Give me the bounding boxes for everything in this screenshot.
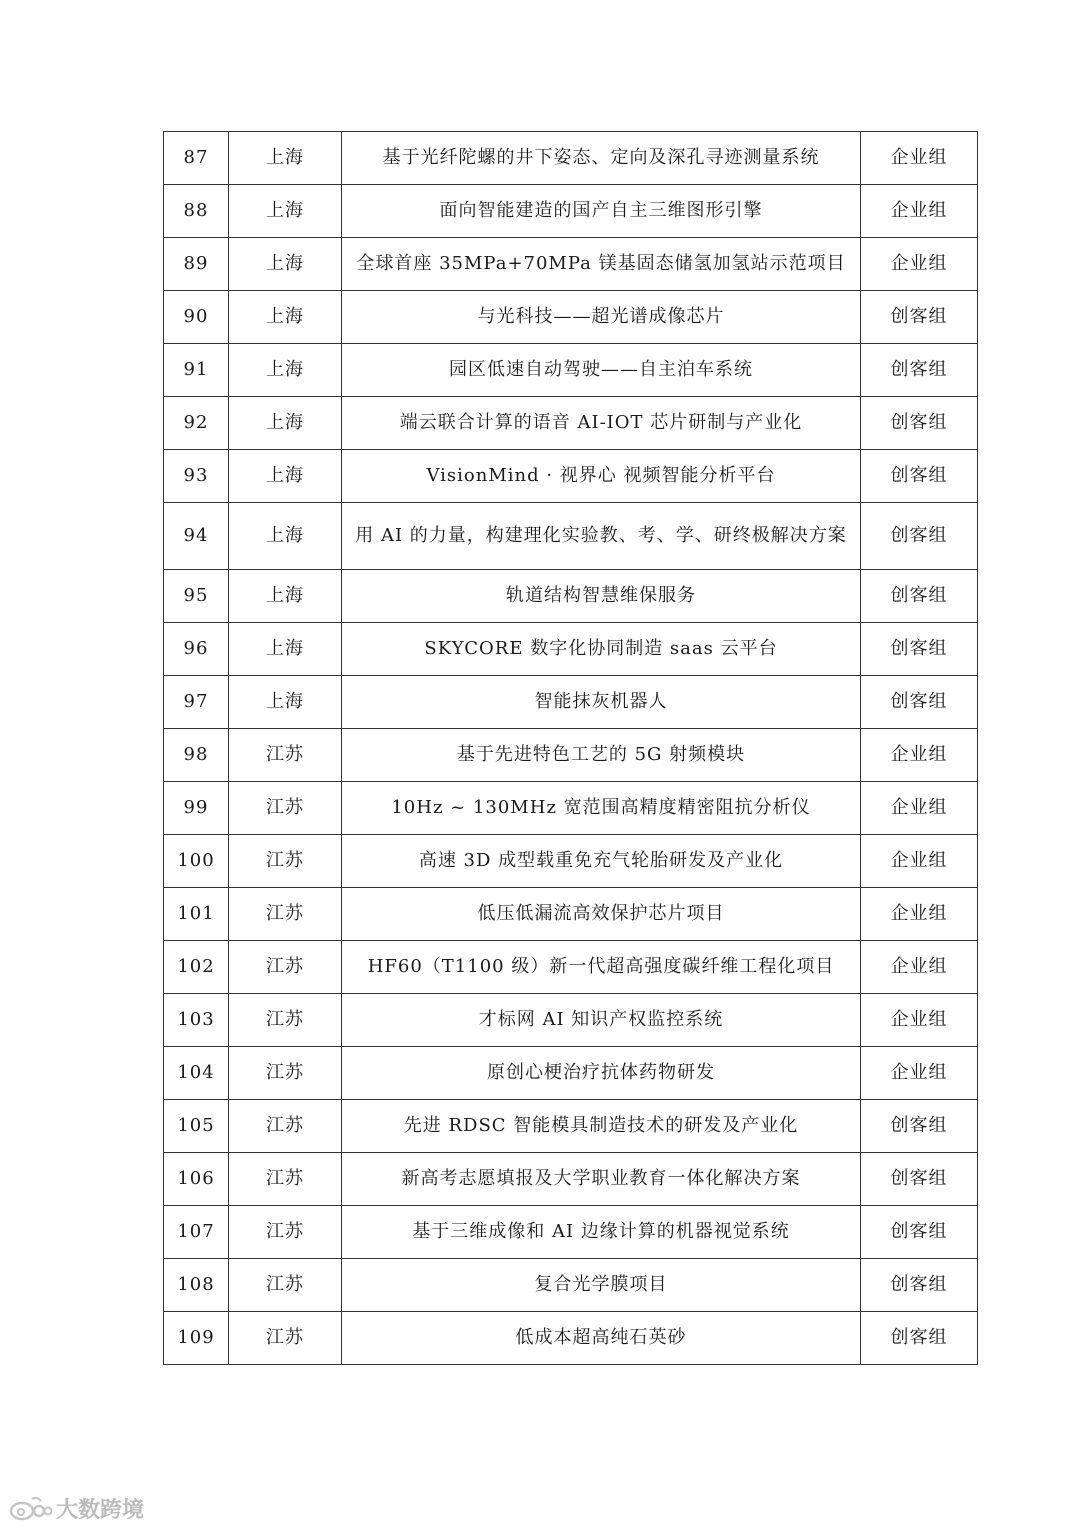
table-row (164, 676, 978, 729)
table-row (164, 570, 978, 623)
row-number: 93 (164, 450, 229, 503)
row-number: 91 (164, 344, 229, 397)
row-project-name: 10Hz ~ 130MHz 宽范围高精度精密阻抗分析仪 (342, 782, 861, 835)
table-row (164, 1100, 978, 1153)
row-group: 创客组 (861, 344, 978, 397)
row-group: 创客组 (861, 1259, 978, 1312)
table-row (164, 1206, 978, 1259)
row-region: 江苏 (229, 729, 342, 782)
row-region: 江苏 (229, 1153, 342, 1206)
row-region: 江苏 (229, 994, 342, 1047)
row-project-name: 低成本超高纯石英砂 (342, 1312, 861, 1365)
table-row (164, 397, 978, 450)
row-number: 108 (164, 1259, 229, 1312)
row-project-name: VisionMind · 视界心 视频智能分析平台 (342, 450, 861, 503)
table-row (164, 782, 978, 835)
row-group: 创客组 (861, 1100, 978, 1153)
row-number: 96 (164, 623, 229, 676)
row-project-name: 先进 RDSC 智能模具制造技术的研发及产业化 (342, 1100, 861, 1153)
row-number: 106 (164, 1153, 229, 1206)
row-group: 企业组 (861, 941, 978, 994)
row-group: 企业组 (861, 888, 978, 941)
watermark-text: 大数跨境 (56, 1497, 145, 1523)
table-row (164, 1153, 978, 1206)
row-region: 上海 (229, 397, 342, 450)
row-number: 87 (164, 132, 229, 185)
row-group: 企业组 (861, 132, 978, 185)
table-row (164, 238, 978, 291)
row-number: 105 (164, 1100, 229, 1153)
row-project-name: 全球首座 35MPa+70MPa 镁基固态储氢加氢站示范项目 (342, 238, 861, 291)
row-project-name: 面向智能建造的国产自主三维图形引擎 (342, 185, 861, 238)
row-project-name: 与光科技——超光谱成像芯片 (342, 291, 861, 344)
row-region: 上海 (229, 238, 342, 291)
row-group: 企业组 (861, 185, 978, 238)
row-project-name: 原创心梗治疗抗体药物研发 (342, 1047, 861, 1100)
row-number: 90 (164, 291, 229, 344)
row-region: 江苏 (229, 1206, 342, 1259)
row-region: 上海 (229, 623, 342, 676)
row-project-name: 高速 3D 成型载重免充气轮胎研发及产业化 (342, 835, 861, 888)
row-group: 企业组 (861, 1047, 978, 1100)
row-group: 创客组 (861, 623, 978, 676)
row-number: 102 (164, 941, 229, 994)
row-project-name: 复合光学膜项目 (342, 1259, 861, 1312)
row-number: 99 (164, 782, 229, 835)
row-group: 创客组 (861, 503, 978, 570)
row-group: 创客组 (861, 291, 978, 344)
row-group: 企业组 (861, 835, 978, 888)
row-group: 企业组 (861, 782, 978, 835)
table-row (164, 729, 978, 782)
row-number: 107 (164, 1206, 229, 1259)
table-row (164, 185, 978, 238)
weibo-logo-icon (8, 1493, 52, 1523)
row-number: 109 (164, 1312, 229, 1365)
row-group: 创客组 (861, 1206, 978, 1259)
table-row (164, 1312, 978, 1365)
row-number: 98 (164, 729, 229, 782)
row-group: 创客组 (861, 676, 978, 729)
row-number: 95 (164, 570, 229, 623)
row-group: 创客组 (861, 450, 978, 503)
row-group: 企业组 (861, 238, 978, 291)
table-row (164, 994, 978, 1047)
row-group: 创客组 (861, 1312, 978, 1365)
row-group: 创客组 (861, 570, 978, 623)
watermark (8, 1490, 144, 1526)
row-number: 88 (164, 185, 229, 238)
row-project-name: 轨道结构智慧维保服务 (342, 570, 861, 623)
row-region: 江苏 (229, 888, 342, 941)
row-project-name: 园区低速自动驾驶——自主泊车系统 (342, 344, 861, 397)
row-region: 江苏 (229, 1312, 342, 1365)
table-row (164, 835, 978, 888)
row-project-name: 低压低漏流高效保护芯片项目 (342, 888, 861, 941)
row-region: 江苏 (229, 835, 342, 888)
table-body (164, 132, 978, 1365)
table-row (164, 503, 978, 570)
row-project-name: 智能抹灰机器人 (342, 676, 861, 729)
row-region: 上海 (229, 570, 342, 623)
row-region: 上海 (229, 503, 342, 570)
project-list-table (163, 131, 978, 1365)
table-row (164, 291, 978, 344)
row-region: 上海 (229, 676, 342, 729)
row-number: 101 (164, 888, 229, 941)
table-row (164, 888, 978, 941)
table-row (164, 344, 978, 397)
row-group: 企业组 (861, 729, 978, 782)
row-number: 100 (164, 835, 229, 888)
table-row (164, 623, 978, 676)
row-number: 94 (164, 503, 229, 570)
row-number: 103 (164, 994, 229, 1047)
table-row (164, 1047, 978, 1100)
row-region: 上海 (229, 185, 342, 238)
row-region: 江苏 (229, 1100, 342, 1153)
row-project-name: 用 AI 的力量，构建理化实验教、考、学、研终极解决方案 (342, 503, 861, 570)
row-group: 创客组 (861, 1153, 978, 1206)
row-region: 江苏 (229, 1259, 342, 1312)
row-region: 上海 (229, 132, 342, 185)
row-project-name: 才标网 AI 知识产权监控系统 (342, 994, 861, 1047)
row-group: 企业组 (861, 994, 978, 1047)
row-project-name: SKYCORE 数字化协同制造 saas 云平台 (342, 623, 861, 676)
row-project-name: 新高考志愿填报及大学职业教育一体化解决方案 (342, 1153, 861, 1206)
row-number: 97 (164, 676, 229, 729)
row-region: 江苏 (229, 941, 342, 994)
row-number: 104 (164, 1047, 229, 1100)
row-project-name: 基于三维成像和 AI 边缘计算的机器视觉系统 (342, 1206, 861, 1259)
row-number: 89 (164, 238, 229, 291)
row-project-name: HF60（T1100 级）新一代超高强度碳纤维工程化项目 (342, 941, 861, 994)
row-project-name: 基于先进特色工艺的 5G 射频模块 (342, 729, 861, 782)
table-row (164, 1259, 978, 1312)
table-row (164, 941, 978, 994)
row-group: 创客组 (861, 397, 978, 450)
row-region: 江苏 (229, 1047, 342, 1100)
row-region: 上海 (229, 291, 342, 344)
row-project-name: 基于光纤陀螺的井下姿态、定向及深孔寻迹测量系统 (342, 132, 861, 185)
table-row (164, 450, 978, 503)
row-region: 江苏 (229, 782, 342, 835)
row-region: 上海 (229, 344, 342, 397)
row-project-name: 端云联合计算的语音 AI-IOT 芯片研制与产业化 (342, 397, 861, 450)
table-row (164, 132, 978, 185)
row-region: 上海 (229, 450, 342, 503)
row-number: 92 (164, 397, 229, 450)
